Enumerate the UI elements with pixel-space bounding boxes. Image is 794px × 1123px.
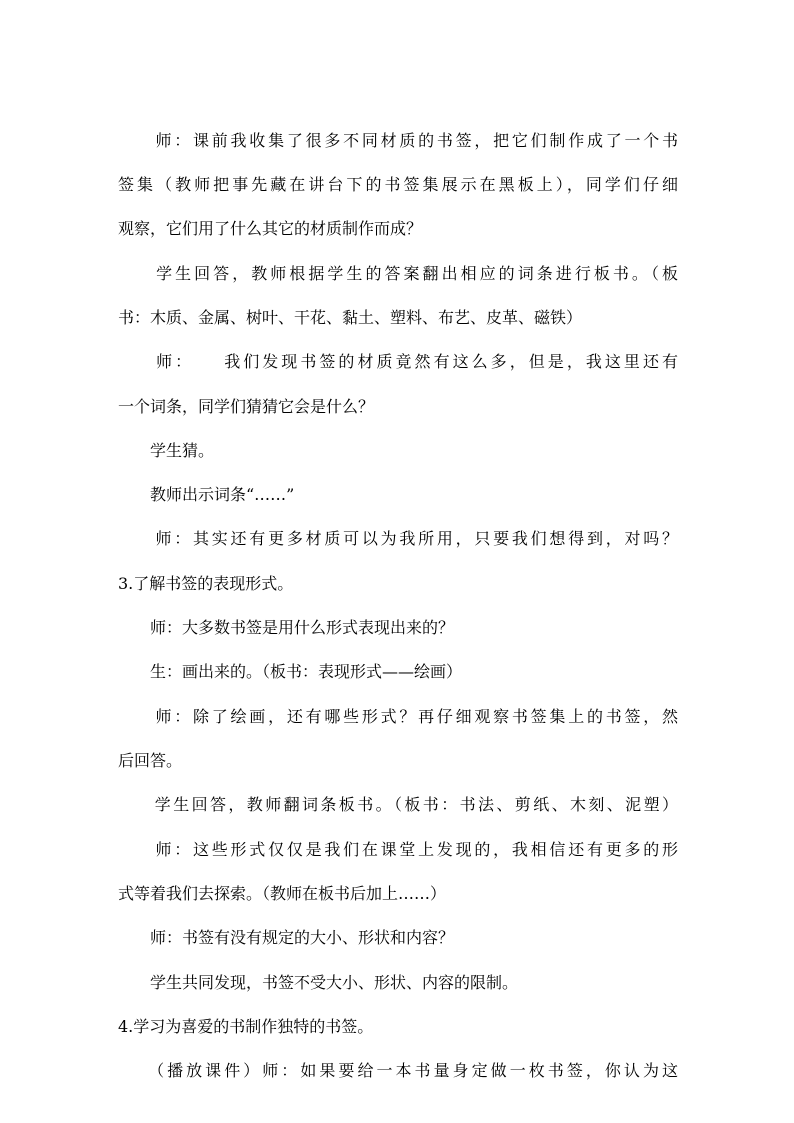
paragraph-line: 师：除了绘画，还有哪些形式？再仔细观察书签集上的书签，然 <box>118 707 678 726</box>
paragraph-line: 观察，它们用了什么其它的材质制作而成？ <box>118 219 423 238</box>
paragraph-line: 师：书签有没有规定的大小、形状和内容？ <box>118 928 455 947</box>
paragraph-line: 教师出示词条“……” <box>118 485 295 504</box>
paragraph-line: 师： 我们发现书签的材质竟然有这么多，但是，我这里还有 <box>118 352 678 371</box>
paragraph-line: 学生共同发现，书签不受大小、形状、内容的限制。 <box>118 973 519 992</box>
section-heading: 4.学习为喜爱的书制作独特的书签。 <box>118 1017 374 1036</box>
paragraph-line: 签集（教师把事先藏在讲台下的书签集展示在黑板上），同学们仔细 <box>118 175 678 194</box>
paragraph-line: 学生回答，教师翻词条板书。（板书：书法、剪纸、木刻、泥塑） <box>118 795 678 814</box>
paragraph-line: 式等着我们去探索。（教师在板书后加上……） <box>118 884 447 903</box>
paragraph-line: 师：大多数书签是用什么形式表现出来的？ <box>118 618 455 637</box>
paragraph-line: 生：画出来的。（板书：表现形式——绘画） <box>118 662 463 681</box>
paragraph-line: 学生回答，教师根据学生的答案翻出相应的词条进行板书。（板 <box>118 264 678 283</box>
paragraph-line: （播放课件）师：如果要给一本书量身定做一枚书签，你认为这 <box>118 1061 678 1080</box>
paragraph-line: 书：木质、金属、树叶、干花、黏土、塑料、布艺、皮革、磁铁） <box>118 308 583 327</box>
paragraph-line: 后回答。 <box>118 751 183 770</box>
paragraph-line: 一个词条，同学们猜猜它会是什么？ <box>118 397 375 416</box>
paragraph-line: 师：其实还有更多材质可以为我所用，只要我们想得到，对吗？ <box>118 529 678 548</box>
paragraph-line: 师：这些形式仅仅是我们在课堂上发现的，我相信还有更多的形 <box>118 840 678 859</box>
paragraph-line: 师：课前我收集了很多不同材质的书签，把它们制作成了一个书 <box>118 131 678 150</box>
paragraph-line: 学生猜。 <box>118 441 215 460</box>
section-heading: 3.了解书签的表现形式。 <box>118 574 294 593</box>
